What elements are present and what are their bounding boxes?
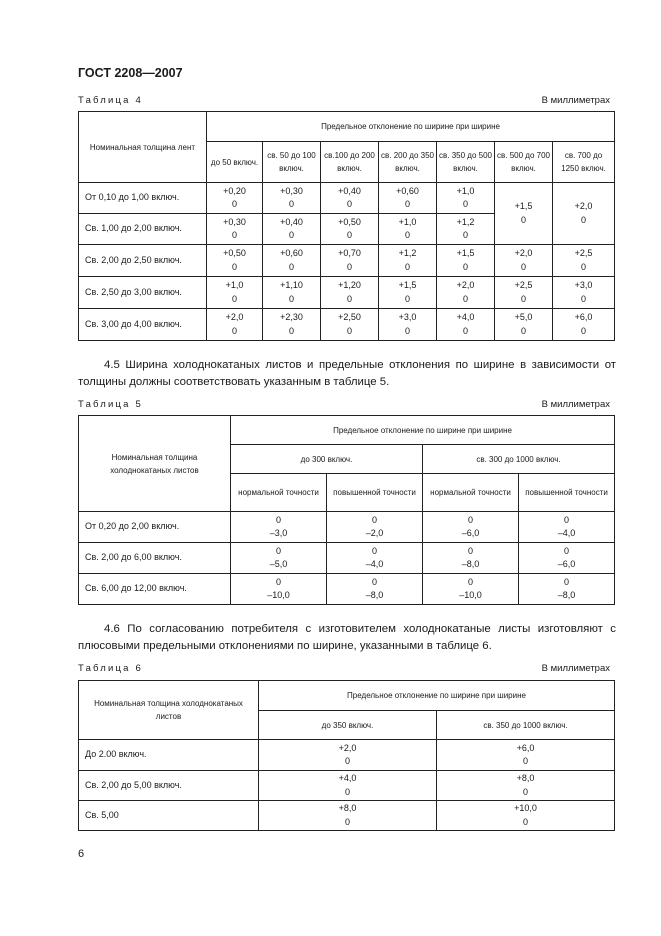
table4-col-header: св. 700 до 1250 включ. [553,142,615,183]
table-cell: +10,0 0 [437,801,615,831]
table6-unit: В миллиметрах [541,663,610,674]
table-cell: +1,5 0 [437,245,495,277]
table5-caption: Таблица 5 [78,399,143,410]
table-row [79,277,615,309]
row-label: Св. 2,00 до 6,00 включ. [79,543,231,574]
row-label: От 0,10 до 1,00 включ. [79,183,207,214]
document-code: ГОСТ 2208—2007 [78,66,183,80]
table-row [79,543,615,574]
table-cell: +1,0 0 [379,214,437,245]
table-row [79,245,615,277]
table-cell: +4,0 0 [437,309,495,341]
table6 [78,680,615,831]
table-cell: 0 –5,0 [231,543,327,574]
table-cell: 0 –2,0 [327,512,423,543]
table-cell: 0 –8,0 [519,574,615,605]
table5-col-header: повышенной точности [519,474,615,512]
table-cell: +2,0 0 [495,245,553,277]
table-cell: 0 –6,0 [423,512,519,543]
table4-group-header: Предельное отклонение по ширине при ширине [207,112,615,142]
table-cell: +0,40 0 [263,214,321,245]
paragraph-4-5: 4.5 Ширина холоднокатаных листов и предельные отклонения по ширине в зависимости от толщины должны соответствовать указанным в таблице 5. [78,359,616,388]
paragraph-4-6: 4.6 По согласованию потребителя с изготовителем холоднокатаные листы изготовляют с плюсовыми предельными отклонениями по ширине, указанными в таблице 6. [78,623,616,652]
table-cell: +1,0 0 [207,277,263,309]
table5-subgroup-header: до 300 включ. [231,445,423,474]
table-cell: 0 –4,0 [519,512,615,543]
table4-col-header: до 50 включ. [207,142,263,183]
table-row [79,309,615,341]
table-cell: +8,0 0 [259,801,437,831]
table6-col-header: до 350 включ. [259,711,437,740]
row-label: До 2.00 включ. [79,740,259,771]
table-cell: +2,5 0 [553,245,615,277]
table5-row-header: Номинальная толщина холоднокатаных листов [79,416,231,512]
merged-cell: +2,0 0 [553,183,615,245]
table-cell: 0 –4,0 [327,543,423,574]
table-cell: +6,0 0 [437,740,615,771]
row-label: От 0,20 до 2,00 включ. [79,512,231,543]
table-cell: 0 –3,0 [231,512,327,543]
table-row [79,801,615,831]
table4-col-header: св. 200 до 350 включ. [379,142,437,183]
table4-col-header: св. 50 до 100 включ. [263,142,321,183]
row-label: Св. 3,00 до 4,00 включ. [79,309,207,341]
table-cell: 0 –10,0 [231,574,327,605]
table-cell: +2,0 0 [437,277,495,309]
table-cell: +0,70 0 [321,245,379,277]
table-cell: +3,0 0 [553,277,615,309]
table6-group-header: Предельное отклонение по ширине при ширине [259,681,615,711]
table-cell: +1,5 0 [379,277,437,309]
table-cell: 0 –8,0 [423,543,519,574]
table-row [79,771,615,801]
table5-group-header: Предельное отклонение по ширине при ширине [231,416,615,445]
table-cell: +1,2 0 [379,245,437,277]
table-cell: 0 –8,0 [327,574,423,605]
row-label: Св. 1,00 до 2,00 включ. [79,214,207,245]
table-row [79,574,615,605]
table4 [78,111,615,341]
table-cell: +0,30 0 [263,183,321,214]
table-cell: +0,20 0 [207,183,263,214]
table5-col-header: повышенной точности [327,474,423,512]
row-label: Св. 2,00 до 2,50 включ. [79,245,207,277]
table-cell: +0,50 0 [321,214,379,245]
table-cell: 0 –6,0 [519,543,615,574]
table-cell: +2,0 0 [259,740,437,771]
table-cell: +0,50 0 [207,245,263,277]
table5-col-header: нормальной точности [423,474,519,512]
table4-unit: В миллиметрах [541,95,610,106]
table-cell: +2,5 0 [495,277,553,309]
table-cell: 0 –10,0 [423,574,519,605]
row-label: Св. 2,00 до 5,00 включ. [79,771,259,801]
table-cell: +0,60 0 [379,183,437,214]
table5-col-header: нормальной точности [231,474,327,512]
page-number: 6 [78,848,85,860]
table-cell: +0,30 0 [207,214,263,245]
table-cell: +8,0 0 [437,771,615,801]
table6-col-header: св. 350 до 1000 включ. [437,711,615,740]
table-row [79,183,615,214]
table4-row-header: Номинальная толщина лент [79,112,207,183]
table5 [78,415,615,605]
table5-subgroup-header: св. 300 до 1000 включ. [423,445,615,474]
row-label: Св. 2,50 до 3,00 включ. [79,277,207,309]
table-cell: +1,0 0 [437,183,495,214]
table5-unit: В миллиметрах [541,399,610,410]
table6-caption: Таблица 6 [78,663,143,674]
table-cell: +1,20 0 [321,277,379,309]
table-row [79,740,615,771]
table4-col-header: св. 350 до 500 включ. [437,142,495,183]
table-cell: +4,0 0 [259,771,437,801]
table-cell: +0,40 0 [321,183,379,214]
table-cell: +1,2 0 [437,214,495,245]
table-cell: +5,0 0 [495,309,553,341]
table-cell: +0,60 0 [263,245,321,277]
row-label: Св. 6,00 до 12,00 включ. [79,574,231,605]
table-cell: +2,50 0 [321,309,379,341]
table-cell: +1,10 0 [263,277,321,309]
merged-cell: +1,5 0 [495,183,553,245]
table-cell: +6,0 0 [553,309,615,341]
table4-col-header: св. 500 до 700 включ. [495,142,553,183]
table4-col-header: св.100 до 200 включ. [321,142,379,183]
table-cell: +2,30 0 [263,309,321,341]
table-cell: +2,0 0 [207,309,263,341]
row-label: Св. 5,00 [79,801,259,831]
table6-row-header: Номинальная толщина холоднокатаных листов [79,681,259,740]
table-row [79,512,615,543]
table4-caption: Таблица 4 [78,95,143,106]
table-cell: +3,0 0 [379,309,437,341]
